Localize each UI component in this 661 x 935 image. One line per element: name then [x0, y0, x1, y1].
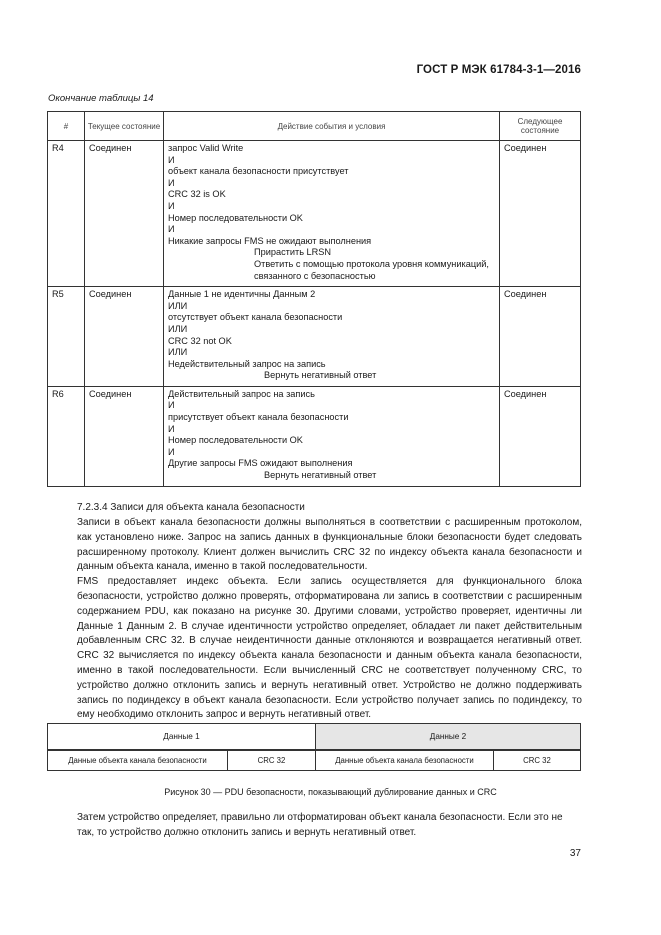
row-action-conditions — [164, 141, 500, 287]
condition-line: Номер последовательности OK — [168, 435, 303, 446]
paragraph-1: Записи в объект канала безопасности должны выполняться в соответствии с расширенным протоколом, как установлено ниже. Запрос на запись данных в функциональные блоки безопасности будет следовать расширенному протоколу. Клиент должен вычислить CRC 32 по индексу объекта канала безопасности и данным объекта канала, именно в такой последовательности. — [77, 517, 582, 573]
condition-line: И — [168, 154, 175, 165]
paragraph-2: FMS предоставляет индекс объекта. Если запись осуществляется для функционального блока безопасности, устройство должно проверять, отформатирована ли запись в соответствии с расширенным содержанием PDU, как показано на рисунке 30. Другими словами, устройство проверяет, идентичны ли Данные 1 Данным 2. В случае идентичности устройство определяет, обладает ли пакет действительным добавленным CRC 32. В случае неидентичности данные отклоняются и возвращается негативный ответ. CRC 32 вычисляется по индексу объекта канала безопасности и данным объекта канала безопасности, именно в такой последовательности. Если вычисленный CRC не соответствует полученному CRC, то устройство должно отклонить запись и вернуть негативный ответ. Устройство не должно поддерживать запись по подиндексу в объект канала безопасности. Если устройство получает запись по подиндексу, то ему необходимо отклонить запрос и вернуть негативный ответ. — [77, 576, 582, 721]
condition-line: связанного с безопасностью — [254, 270, 376, 281]
header-next-state: Следующее состояние — [500, 112, 581, 141]
figure-data2-header: Данные 2 — [315, 723, 581, 750]
final-paragraph: Затем устройство определяет, правильно ли отформатирован объект канала безопасности. Если это не так, то устройство должно отклонить запись и вернуть негативный ответ. — [77, 812, 563, 838]
figure-object-data-2: Данные объекта канала безопасности — [315, 750, 493, 771]
condition-line: Никакие запросы FMS не ожидают выполнения — [168, 235, 372, 246]
header-number: # — [48, 112, 85, 141]
row-current-state: Соединен — [85, 141, 164, 287]
condition-line: Недействительный запрос на запись — [168, 358, 326, 369]
condition-line: Вернуть негативный ответ — [264, 370, 377, 381]
condition-line: И — [168, 177, 175, 188]
table-header-row — [48, 112, 581, 141]
condition-line: И — [168, 400, 175, 411]
table-row — [48, 141, 581, 287]
row-action-conditions — [164, 287, 500, 387]
condition-line: CRC 32 not OK — [168, 335, 232, 346]
row-next-state: Соединен — [500, 141, 581, 287]
condition-line: объект канала безопасности присутствует — [168, 166, 349, 177]
row-current-state: Соединен — [85, 386, 164, 486]
row-current-state: Соединен — [85, 287, 164, 387]
figure-caption: Рисунок 30 — PDU безопасности, показывающий дублирование данных и CRC — [164, 787, 497, 797]
condition-line: присутствует объект канала безопасности — [168, 412, 349, 423]
condition-line: Прирастить LRSN — [254, 247, 332, 258]
condition-line: Вернуть негативный ответ — [264, 470, 377, 481]
row-id: R5 — [48, 287, 85, 387]
figure-crc-1: CRC 32 — [227, 750, 315, 771]
condition-line: Действительный запрос на запись — [168, 388, 315, 399]
document-header: ГОСТ Р МЭК 61784-3-1—2016 — [416, 64, 581, 76]
condition-line: ИЛИ — [168, 300, 188, 311]
figure-data1-header: Данные 1 — [47, 723, 315, 750]
condition-line: Ответить с помощью протокола уровня коммуникаций, — [254, 258, 489, 269]
row-action-conditions — [164, 386, 500, 486]
figure-object-data-1: Данные объекта канала безопасности — [47, 750, 227, 771]
condition-line: И — [168, 446, 175, 457]
condition-line: ИЛИ — [168, 347, 188, 358]
condition-line: Номер последовательности OK — [168, 212, 303, 223]
condition-line: отсутствует объект канала безопасности — [168, 312, 343, 323]
table-14 — [47, 111, 581, 487]
page-number: 37 — [569, 848, 581, 859]
row-next-state: Соединен — [500, 287, 581, 387]
condition-line: Данные 1 не идентичны Данным 2 — [168, 289, 316, 300]
row-next-state: Соединен — [500, 386, 581, 486]
row-id: R6 — [48, 386, 85, 486]
table-row — [48, 287, 581, 387]
body-text — [77, 516, 582, 723]
figure-crc-2: CRC 32 — [493, 750, 581, 771]
condition-line: запрос Valid Write — [168, 143, 244, 153]
table-caption: Окончание таблицы 14 — [48, 93, 154, 104]
condition-line: И — [168, 423, 175, 434]
section-heading: 7.2.3.4 Записи для объекта канала безопасности — [77, 502, 305, 513]
condition-line: И — [168, 224, 175, 235]
condition-line: Другие запросы FMS ожидают выполнения — [168, 458, 353, 469]
figure-30 — [47, 723, 581, 771]
condition-line: CRC 32 is OK — [168, 189, 226, 200]
header-current-state: Текущее состояние — [85, 112, 164, 141]
condition-line: ИЛИ — [168, 323, 188, 334]
table-row — [48, 386, 581, 486]
row-id: R4 — [48, 141, 85, 287]
header-action: Действие события и условия — [164, 112, 500, 141]
condition-line: И — [168, 200, 175, 211]
